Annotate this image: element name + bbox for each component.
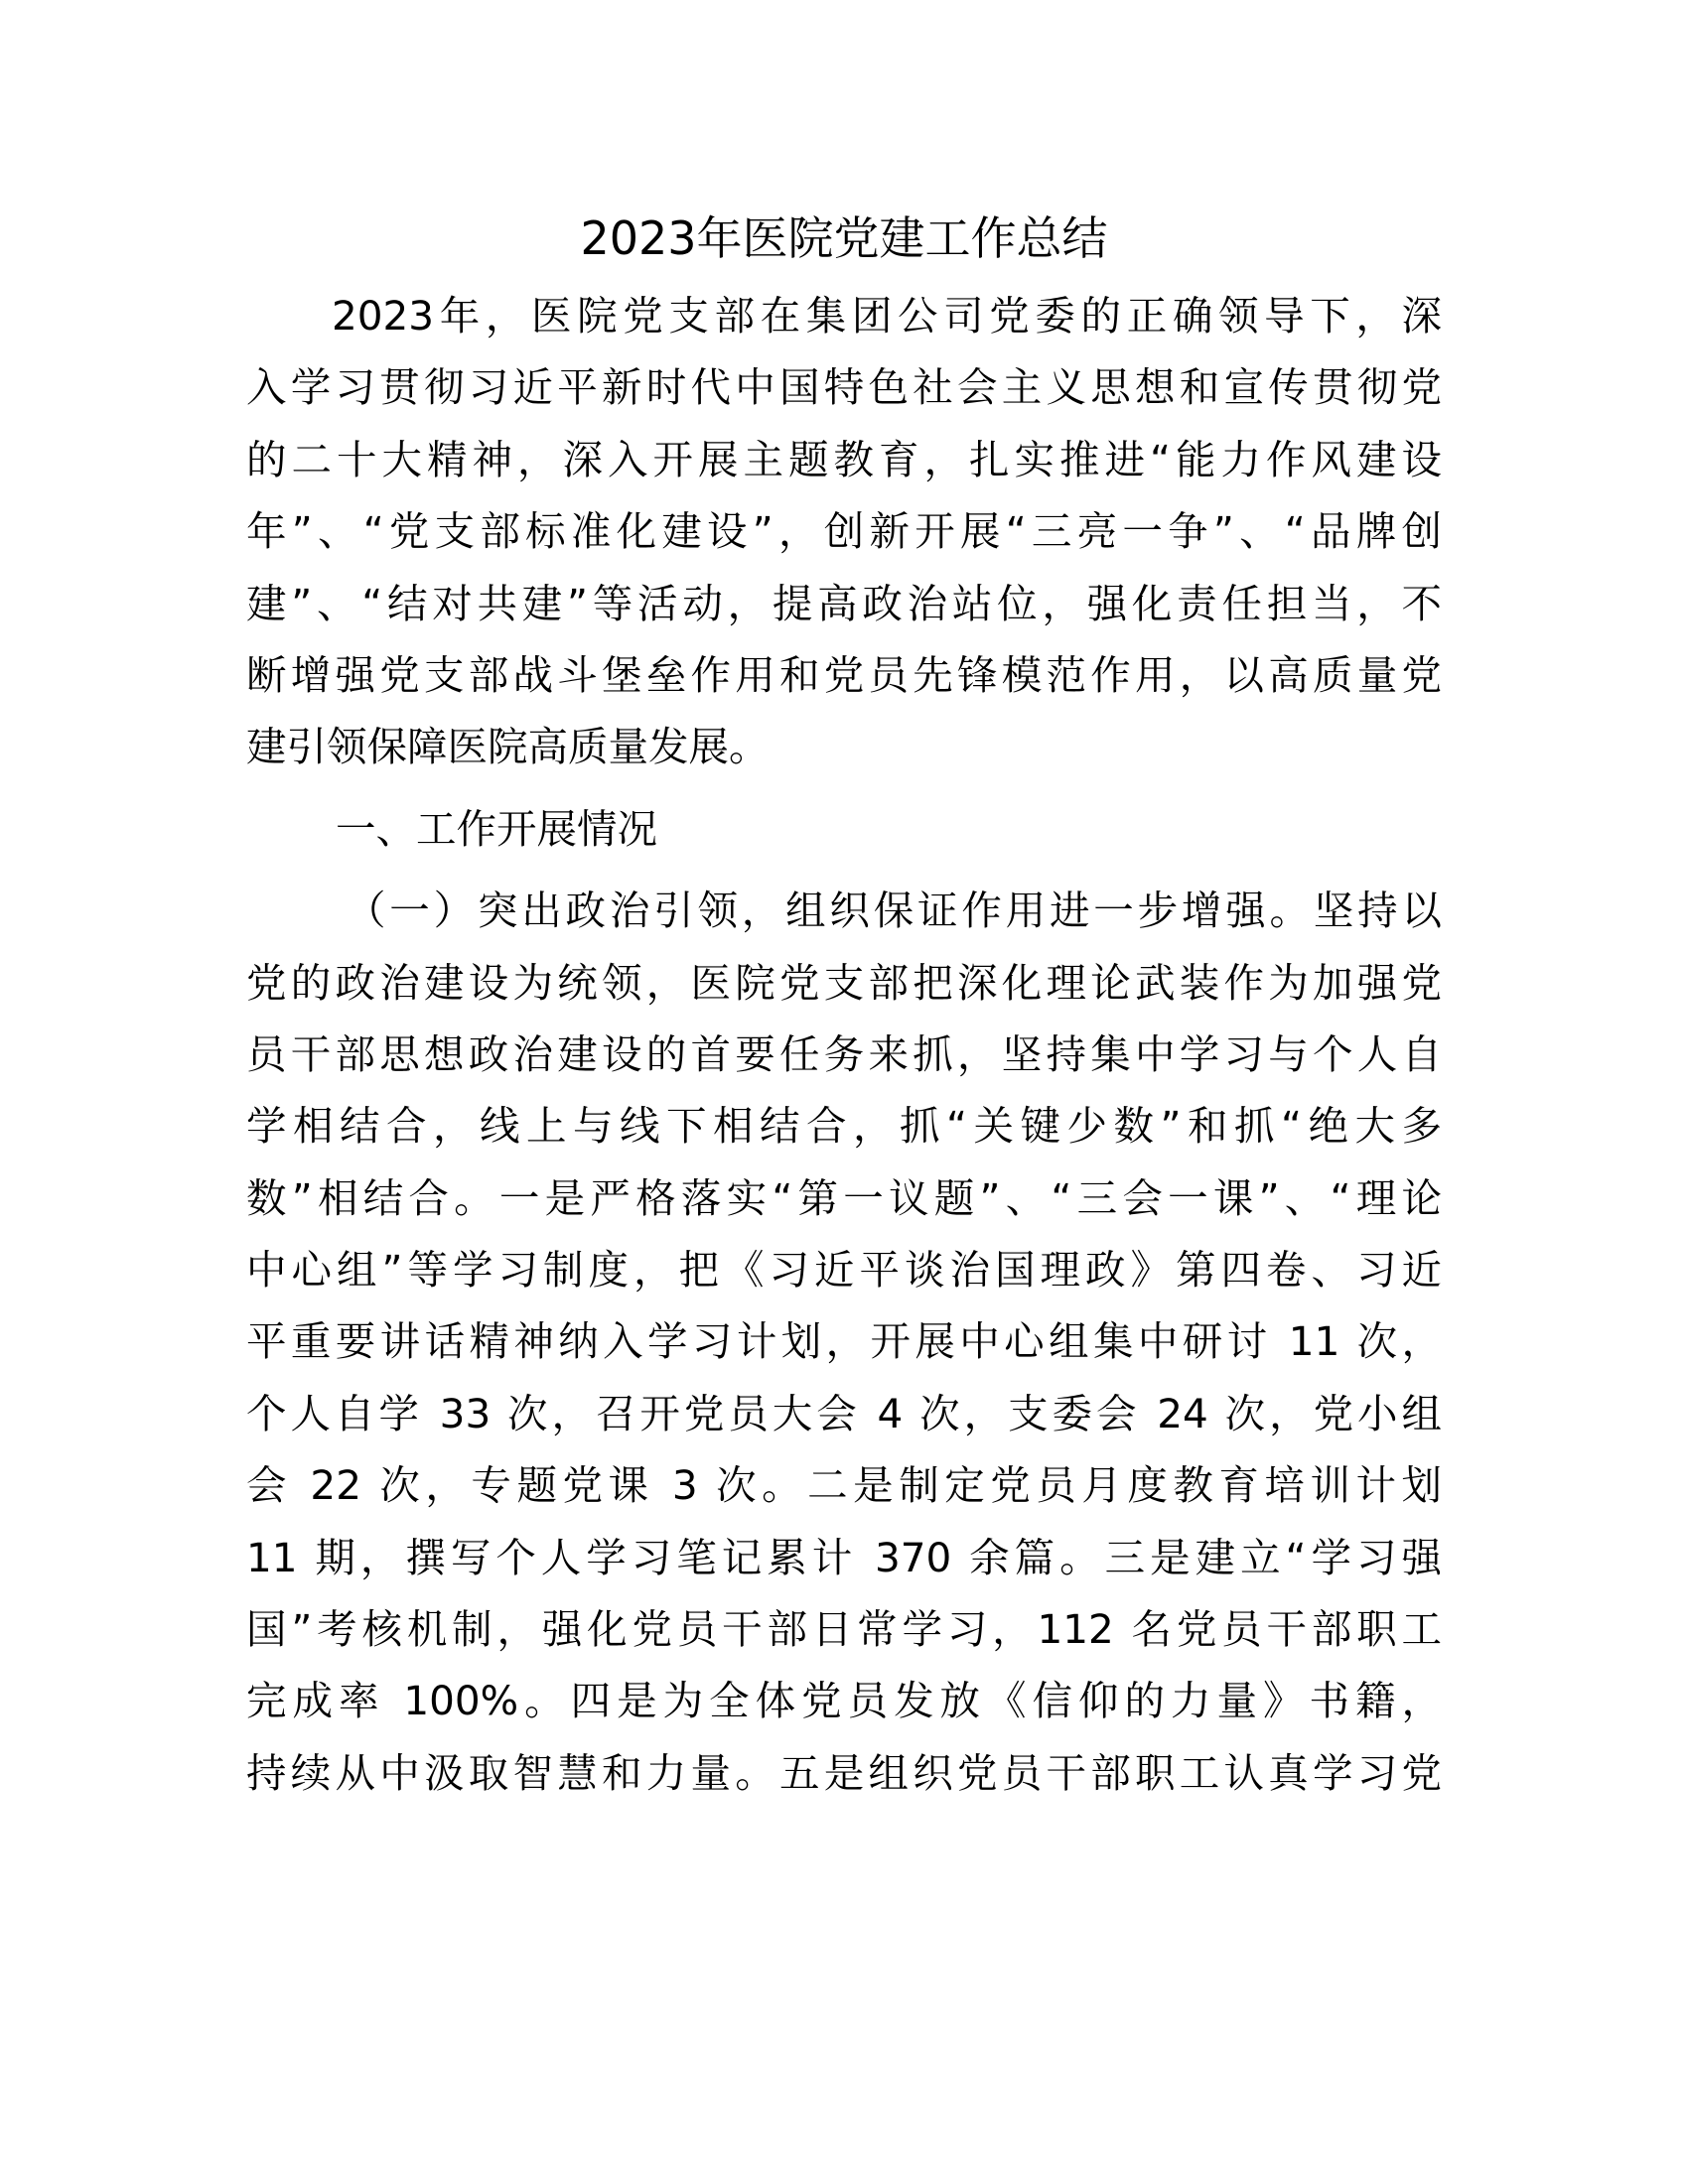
text-line: 断增强党支部战斗堡垒作用和党员先锋模范作用，以高质量党 bbox=[246, 650, 1442, 699]
text-line: （一）突出政治引领，组织保证作用进一步增强。坚持以 bbox=[346, 887, 1442, 935]
text-line: 中心组”等学习制度，把《习近平谈治国理政》第四卷、习近 bbox=[246, 1246, 1442, 1295]
text-line: 学相结合，线上与线下相结合，抓“关键少数”和抓“绝大多 bbox=[246, 1102, 1442, 1151]
text-line: 党的政治建设为统领，医院党支部把深化理论武装作为加强党 bbox=[246, 958, 1442, 1007]
section-heading: 一、工作开展情况 bbox=[336, 804, 657, 853]
text-line: 建”、“结对共建”等活动，提高政治站位，强化责任担当，不 bbox=[246, 579, 1442, 627]
intro-paragraph bbox=[246, 280, 1442, 783]
text-line: 2023年，医院党支部在集团公司党委的正确领导下，深 bbox=[332, 292, 1442, 340]
text-line: 持续从中汲取智慧和力量。五是组织党员干部职工认真学习党 bbox=[246, 1748, 1442, 1797]
text-line: 年”、“党支部标准化建设”，创新开展“三亮一争”、“品牌创 bbox=[246, 507, 1442, 556]
text-line: 国”考核机制，强化党员干部日常学习，112 名党员干部职工 bbox=[246, 1605, 1442, 1654]
text-line: 个人自学 33 次，召开党员大会 4 次，支委会 24 次，党小组 bbox=[246, 1389, 1442, 1437]
text-line: 建引领保障医院高质量发展。 bbox=[246, 723, 770, 771]
text-line: 完成率 100%。四是为全体党员发放《信仰的力量》书籍， bbox=[246, 1677, 1442, 1725]
document-page bbox=[246, 199, 1442, 1809]
text-line: 数”相结合。一是严格落实“第一议题”、“三会一课”、“理论 bbox=[246, 1173, 1442, 1222]
text-line: 的二十大精神，深入开展主题教育，扎实推进“能力作风建设 bbox=[246, 435, 1442, 483]
document-title: 2023年医院党建工作总结 bbox=[580, 211, 1108, 265]
text-line: 11 期，撰写个人学习笔记累计 370 余篇。三是建立“学习强 bbox=[246, 1533, 1442, 1581]
text-line: 会 22 次，专题党课 3 次。二是制定党员月度教育培训计划 bbox=[246, 1461, 1442, 1510]
text-line: 员干部思想政治建设的首要任务来抓，坚持集中学习与个人自 bbox=[246, 1029, 1442, 1078]
section1-paragraph bbox=[246, 875, 1442, 1809]
text-line: 平重要讲话精神纳入学习计划，开展中心组集中研讨 11 次， bbox=[246, 1317, 1442, 1366]
text-line: 入学习贯彻习近平新时代中国特色社会主义思想和宣传贯彻党 bbox=[246, 363, 1442, 412]
